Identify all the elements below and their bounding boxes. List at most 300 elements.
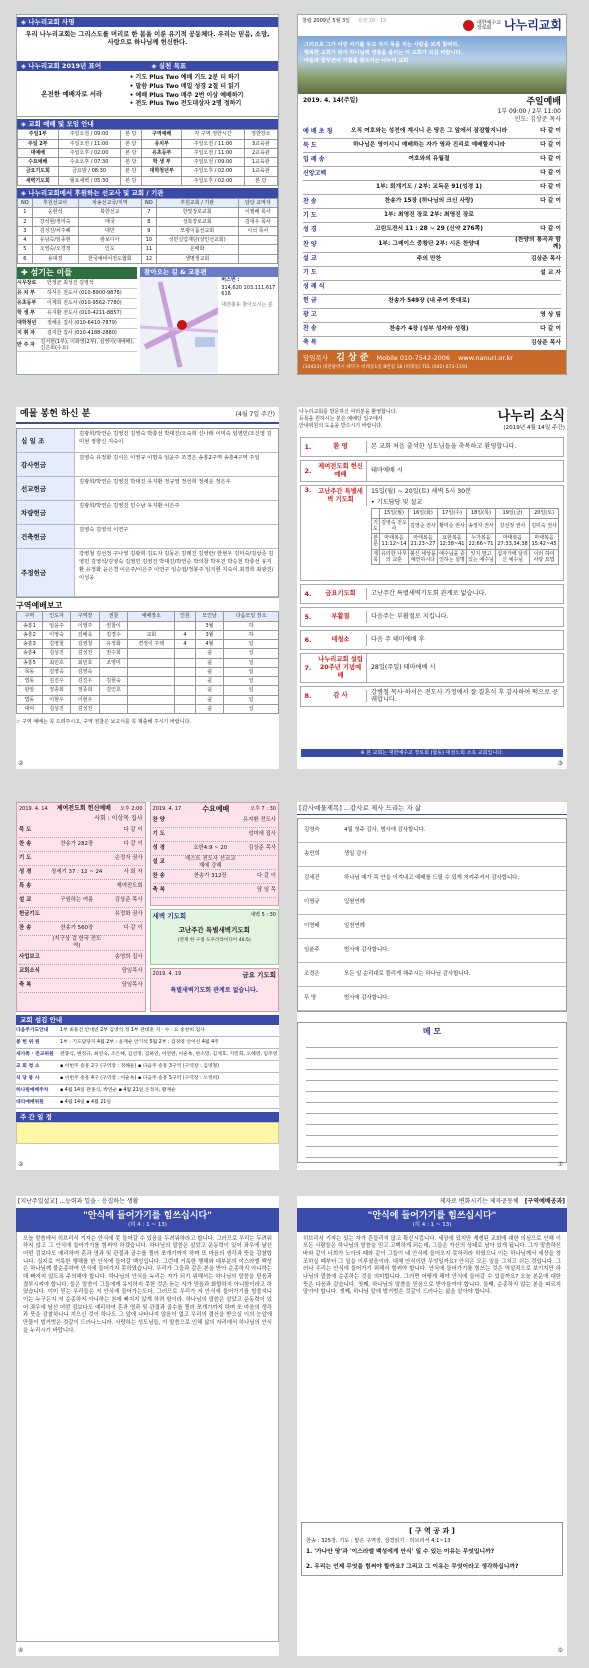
order-label: 축 복 [303,339,317,347]
service-order-content: 창세기 37 : 12 ~ 24 [51,869,103,876]
missions-cell: 6 [18,254,33,263]
service-order-row [19,951,143,965]
serve-label: 교 회 청 소 [16,1063,40,1069]
service-header [298,94,566,108]
order-item [303,125,561,139]
order-label: 헌 금 [303,297,317,305]
founding-date: 창립 2009년 5월 3일 [302,18,351,24]
friday-prayer-box [150,968,279,1012]
order-content: 오직 여호와는 성전에 계시니 온 땅은 그 앞에서 잠잠할지니라 [350,128,508,135]
wednesday-service-box [150,802,279,906]
cell-value: 교회 [128,630,175,639]
missions-row [18,245,278,254]
dawn-prayer-box [150,909,279,965]
service-order-row [153,856,276,871]
memo-line[interactable] [306,1092,558,1103]
cell-value: 권찰이 [99,621,128,630]
order-of-worship [298,123,566,352]
service-info [298,108,566,123]
cell-value: 김성진 [42,704,71,713]
order-label: 찬 송 [303,325,317,333]
order-person: 다 같 이 [540,128,561,135]
news-label: 고난주간 특별새벽 기도회 [315,486,367,506]
news-header [297,407,567,434]
cell-row [17,677,279,686]
offering-names: 김영숙 김영석 이연구 [79,527,129,534]
news-number: 6. [304,635,312,644]
thanks-name: 이영배 [304,923,320,930]
prayer-cell: 황미순 권사 [437,518,466,534]
worship-cell: 2교육관 [244,148,277,157]
prayer-cell: 김미숙 권사 [530,518,559,534]
staff-role: 반 주 자 [17,341,35,348]
memo-line[interactable] [306,1147,558,1158]
worship-cell: 주일오전 / 09:00 [58,130,120,139]
prayer-header-cell: 19일(금) [495,509,529,518]
news-number: 7. [304,663,312,672]
worship-cell: 금요기도회 [18,167,59,176]
page-number: ② [18,759,24,767]
thanks-item [298,963,566,987]
service-order-label: 설 교 [152,859,165,866]
memo-lines[interactable] [306,1037,558,1158]
church-website[interactable]: www.nanuri.or.kr [458,354,513,363]
cell-value: 이영숙 [42,630,71,639]
friday-text: 특별새벽기도회 관계로 없습니다. [170,987,259,995]
goal-item: • 전도 Plus Two 전도대상자 2명 정하기 [129,100,242,108]
cell-row [17,621,279,630]
order-content: 찬송가 4장 (성부 성자와 성령) [389,325,469,332]
order-label: 광 고 [303,311,317,319]
service-order-label: 헌금기도 [19,911,40,918]
missions-heading: ◈ 나누리교회에서 후원하는 선교사 및 교회 / 기관 [17,188,278,198]
prayer-cell: 송정자 권사 [467,518,496,534]
order-label: 찬 양 [303,240,317,248]
news-number: 8. [304,692,312,701]
thanks-item [298,939,566,963]
cell-value: 하 [224,621,279,630]
memo-line[interactable] [306,1081,558,1092]
youth-service-date: 2019. 4. 14 [19,805,48,812]
serve-content: 관종식, 변정규, 최연숙, 조은혜, 김선정, 김하연, 이연엔, 이순옥, 한소망, 김계호, 지민회, 오혜영, 임주영 [60,1051,278,1057]
serve-label: 봉 헌 위 원 [16,1039,40,1045]
missions-cell: 인도 [78,245,142,254]
page-church-info [16,14,279,375]
service-order-label: 찬 송 [152,873,165,880]
cell-value: 김영숙 [42,667,71,676]
service-order-row [19,936,143,951]
serve-row [16,1025,279,1037]
memo-line[interactable] [306,1125,558,1136]
offering-row [17,477,278,501]
service-order-person: 유정화 권사 [114,911,143,918]
offerings-week: (4월 7일 주간) [235,411,275,418]
worship-cell: 유초등부 [141,148,182,157]
memo-line[interactable] [306,1059,558,1070]
worship-cell: 3교육관 [244,139,277,148]
lesson-head [297,1196,567,1208]
prayer-cell: 유리한 나무의 교훈 [381,550,407,563]
cell-value: 정종희 [71,686,100,695]
order-content: 1부: 최영진 장로 2부: 최영진 장로 [384,212,474,219]
thanks-reason: 생일 감사 [344,851,367,858]
offering-names: 김광희/박연순 김영진 박대진 유지환 정규영 정선희 정세운 정은우 [79,479,231,486]
order-label: 묵 도 [303,142,317,149]
prayer-cell: 잊지 말고 있는 예수님 [468,550,494,563]
offering-type: 선교헌금 [17,477,75,500]
offering-names: 김영숙 유정화 김시은 이영규 이명옥 임윤주 조경은 송흥2구역 송흥4구역 주일 [79,455,260,462]
thanks-reason: 4월 첫주 감사, 범사에 감사합니다. [344,827,426,834]
cover-header [298,15,566,36]
mission-statement: 우리 나누리교회는 그리스도를 머리로 한 몸을 이룬 유기적 공동체다. 우리는 믿음, 소망, 사랑으로 하나님께 헌신한다. [25,31,270,46]
missions-cell: 북한선교 [78,208,142,217]
missions-cell: 이필배 목사 [238,208,277,217]
cell-value: 김영철 [71,640,100,649]
order-label: 예 배 초 청 [303,128,333,135]
cell-value [128,658,175,667]
staff-role: 학 생 부 [17,310,35,317]
page-number: ② [18,1160,24,1168]
staff-role: 유초등부 [17,300,37,307]
cell-value: 송흥4 [17,649,43,658]
service-order-content: 찬송가 282장 [60,841,94,848]
missions-cell: 1 [18,208,33,217]
cell-header-cell: 구역 [17,612,43,621]
order-person: 다 같 이 [540,184,561,191]
memo-line[interactable] [306,1114,558,1125]
cell-value: 조영미 [99,658,128,667]
staff-row [17,329,137,339]
missions-row [18,217,278,226]
page-worship-orders [16,802,279,1170]
staff-row [17,339,137,353]
news-label: 나누리교회 설립20주년 기념예배 [315,654,367,682]
staff-row [17,309,137,319]
order-person: 김상준 목사 [530,339,561,346]
service-order-person: 다 같 이 [256,873,276,880]
youth-service-time: 오후 2:00 [120,805,143,812]
order-item [303,167,561,181]
news-item [300,653,564,683]
cell-value [128,667,175,676]
worship-cell: 구역예배 [141,130,182,139]
order-label: 기 도 [303,269,317,277]
order-person: 다 같 이 [540,198,561,205]
news-content [367,465,563,477]
offering-type: 감사헌금 [17,453,75,476]
youth-service-leader: 사회 : 이상목 집사 [94,814,143,822]
service-order-content: 요한4:9 ~ 20 [193,844,228,851]
thanks-item [298,987,566,1011]
order-content: 찬송가 549장 (내 주여 뜻대로) [388,297,470,304]
offering-row [17,501,278,525]
worship-cell: 수요예배 [18,158,59,167]
missions-header-row [18,199,278,208]
news-content-text: 테마에배 시 [371,467,403,475]
news-content-text: 다음주는 부활절로 지킵니다. [371,613,449,621]
prayer-header-cell: 17일(수) [437,509,466,518]
missions-cell: 이석 목사 [238,226,277,235]
offerings-header [16,407,279,424]
wednesday-time: 오후 7 : 30 [250,806,276,813]
service-order-content: 찬송가 312장 [193,873,227,880]
cell-value: 견정이 주택 [128,640,175,649]
missions-header-cell: 후원선교사 [32,199,78,208]
worship-cell: 본 당 [120,148,141,157]
cell-value: 하 [224,630,279,639]
thanks-name: 김영숙 [304,827,320,834]
service-order-content: 에스트 전도사 선교교재에 강해 [185,855,236,869]
thanks-reason: 일천연례 [344,923,365,930]
order-item [303,237,561,252]
order-item [303,253,561,267]
serve-content: ▪ 이번주 송흥 2구 (구역장 : 정해운) ▪ 다음주 송흥 3구역 (구역장 : 김영철) [60,1063,219,1069]
service-times: 1부 09:00 / 2부 11:00 [497,108,561,116]
cell-value: 송흥2 [17,630,43,639]
service-order-person: 송영희 집사 [114,953,143,960]
lesson-body: 히브리서 기자는 있는 자가 흔들리지 않고 확신시킵니다. 세상에 있지만 재생된 교회에 대한 의심으로 인해 이 모든 사람들은 하나님의 말씀을 믿고 고백하게 되는데, 그들은 자신의 상태로 남아 있게 됩니다. 그가 말씀하신 바와 같이 너희가 노아의 때와 같이 그들이 네 안식에 들어오지 못하리라 하였으니 이는 하나님께서 세상을 창조하실 때부터 그 일을 이루셨음이라. 대체 안식이란 무엇일까요? 안식은 모든 일을 그치고 쉬는 것입니다. 그러나 우리는 안식에 들어가기 위해서 힘써야 합니다. 안식에 들어가기를 힘쓰는 것은 역설적으로 보이지만 하나님의 말씀에 순종하는 것을 의미합니다. 그러면 어떻게 해야 안식에 들어갈 수 있을까요? 오늘 본문에 대한 뜻은 다음과 같습니다. 첫째, 하나님의 말씀을 믿음으로 받아들여야 합니다. 둘째, 순종하지 않는 본을 따르지 말아야 합니다. 셋째, 하나님 앞에 벌거벗은 것같이 드러나는 삶을 살아야 합니다. [303,1235,561,1296]
serve-heading: 교회 섬김 안내 [16,1015,279,1025]
worship-cell: 본 당 [120,130,141,139]
cell-value: 김현숙 [99,677,128,686]
order-person: 다 같 이 [540,142,561,149]
news-content [367,634,563,646]
service-order-row [153,842,276,856]
motto-text: 온전한 예배자로 서라 [41,89,103,98]
cell-row [17,704,279,713]
memo-line[interactable] [306,1070,558,1081]
worship-heading: ◈ 교회 예배 및 모임 안내 [17,119,278,129]
offering-names: 강병철 김선정 구나영 김광희 김도자 김동은 김래진 김영란/ 한현우 김미숙/김상준 김영민 김영석/김영숙 김영민 김영진 박대진/박연순 박의창 박우진 박승천 박충선 유지환 유정화 윤은경 이은주/이은주 이연구 임승엽/정봉주 임지현 지숙이 최경희 최광진/이성웅 [79,551,274,582]
service-order-row [19,908,143,922]
serve-label: 대리예배위원 [16,1099,44,1105]
cell-value: 쉴 [195,677,224,686]
service-order-label: 교회소식 [19,967,40,974]
staff-role: 시무장로 [17,280,37,287]
worship-cell: 유치부 [141,139,182,148]
cell-value: 법동 [17,677,43,686]
worship-cell: 본 당 [120,139,141,148]
location-map [140,277,218,373]
prayer-cell: 마태복음 21:23~27 [408,534,437,550]
missions-cell: 성민실업재단(상인선교회) [156,236,238,245]
serve-row [16,1037,279,1049]
cell-value [175,695,196,704]
cell-value: 일 [224,640,279,649]
page-number: ④ [18,1646,24,1654]
memo-line[interactable] [306,1048,558,1059]
cell-value: 송흥1 [17,621,43,630]
staff-name: 이계희 전도사 (010-9562-7780) [47,300,122,307]
dawn-prayer-title: 새벽 기도회 [152,912,187,920]
cell-header-cell: 다음모일 장소 [224,612,279,621]
cell-value: 목동 [17,667,43,676]
thanks-item [298,819,566,843]
youth-service-title: 제여전도회 헌신예배 [56,805,111,812]
lesson-title-block [297,1208,567,1232]
service-order-row [19,880,143,894]
page-number: ⑦ [557,1160,563,1168]
order-person: 영 상 팀 [540,311,561,318]
service-order-row [19,838,143,852]
prayer-cell: 마태복음 27:33,34,38 [497,535,528,548]
offering-type: 주정헌금 [17,549,75,596]
thanks-name: 조경은 [304,971,320,978]
order-person: 김상준 목사 [530,255,561,262]
news-week: (2019년 4월 14일 주간) [503,425,565,432]
prayer-schedule-title: • 기도담당 및 설교 [371,498,423,506]
order-person: 설 교 자 [540,269,561,276]
service-order-row [19,824,143,838]
order-item [303,153,561,167]
service-order-content: (지구상 걸 한국 전도역) [52,936,102,949]
dawn-prayer-text: 고난주간 특별새벽기도회 [178,926,250,935]
cell-report-title: 구역예배보고 [16,601,63,611]
cell-value [175,667,196,676]
service-order-person: 성미애 집사 [248,830,276,837]
news-content-text: 15일(월) ~ 20일(토) 새벽 5시 30분 [371,487,472,495]
staff-map-row [17,267,278,373]
lesson-reference: (히 4 : 1 ~ 13) [412,1221,452,1228]
sermon-reference: (히 4 : 1 ~ 13) [128,1221,167,1228]
worship-row [18,158,278,167]
sermon-title-block [16,1208,279,1232]
order-label: 입 례 송 [303,156,325,163]
prayer-schedule-table [371,508,559,565]
church-photo [298,36,566,94]
missions-cell: 4 [18,236,33,245]
cell-value: 쉴 [195,695,224,704]
news-content [367,687,563,707]
bus-note: 대전충유 찾아오시는 분 [221,301,273,308]
service-order-row [19,852,143,866]
bus-info [218,277,278,373]
news-content [367,662,563,674]
cell-value: 김성진 [42,649,71,658]
prayer-cell: 십자가에 달리신 예수님 [497,550,528,563]
cell-value: 송흥5 [17,658,43,667]
prayer-header-cell: 18일(목) [467,509,496,518]
cell-value [128,621,175,630]
serve-row [16,1085,279,1097]
offering-type: 차량헌금 [17,501,75,524]
sermon-title: "안식에 들어가기를 힘쓰십시다" [83,1210,212,1221]
memo-line[interactable] [306,1136,558,1147]
worship-cell: 월요새벽 / 05:30 [58,176,120,185]
serve-row [16,1073,279,1085]
order-content: 1부: 그레이스 중창단 2부: 시온 찬양대 [378,240,480,247]
service-order-person: 손정자 권사 [114,855,143,862]
news-label: 환 영 [315,441,367,453]
cell-value: 대덕 [17,704,43,713]
cell-value [175,649,196,658]
motto-block [17,71,278,117]
offering-row [17,549,278,597]
order-content: 고린도전서 11 : 28 ~ 29 (신약 276쪽) [375,226,483,233]
pastor-label: 담임목사 [303,354,329,363]
cell-value [128,695,175,704]
offering-type: 십 일 조 [17,429,75,452]
prayer-row [372,518,559,534]
order-label: 성 경 [303,226,317,233]
goal-item: • 기도 Plus Two 예배 기도 2분 더 하기 [129,74,240,82]
service-order-content: 구원하는 여름 [60,897,94,904]
cell-value: 김성진 [71,649,100,658]
worship-cell: 주일오전 / 11:00 [182,148,244,157]
missions-cell: 한빛장로교회 [156,208,238,217]
prayer-cell: 불신 세상을 예언하시다 [410,550,436,563]
memo-line[interactable] [306,1103,558,1114]
cell-value: 최민호 [71,658,100,667]
order-item [303,223,561,237]
cell-header-row [17,612,279,621]
thanks-reason: 하나님 예가 목 안을 이겨내고 예배를 드릴 수 있게 지켜주셔서 감사합니다. [344,875,520,882]
cell-value [99,695,128,704]
dawn-prayer-time: 새벽 5 : 30 [250,912,276,918]
missions-cell: 10 [142,236,157,245]
mission-heading: ◈ 나누리교회 사명 [17,17,278,27]
thanks-name: 김세진 [304,875,320,882]
worship-schedule-table [17,129,278,186]
staff-name: 안정균 최성진 김영석 [47,280,94,287]
memo-line[interactable] [306,1037,558,1048]
page-number: ③ [557,759,563,767]
service-leader: 인도: 김상준 목사 [514,115,561,123]
worship-cell: 본 당 [120,167,141,176]
pastor-mobile: Mobile 010-7542-2006 [376,354,451,363]
offering-type: 건축헌금 [17,525,75,548]
order-item [303,337,561,351]
lesson-head-text: 제자로 변화시키는 제자공동체 [439,1198,519,1205]
goal-item: • 말씀 Plus Two 매일 성경 2절 더 읽기 [129,82,240,90]
thanks-item [298,891,566,915]
missions-cell: 12 [142,254,157,263]
service-order-person: 담 임 목 [256,887,276,894]
news-item [300,460,564,482]
thanks-name: 무 명 [304,995,317,1002]
thanks-reason: 모든 일 순리대로 풀리게 해주시는 하나님 감사합니다. [344,971,471,978]
staff-role: 대학청년 [17,320,37,327]
order-content: 여호와의 유월절 [408,156,450,163]
missions-cell: 김성진/차주혜 [32,226,78,235]
news-label: 대청소 [315,634,367,646]
news-content [367,441,563,453]
cell-value: 3월 [195,621,224,630]
cell-header-cell: 권찰 [99,612,128,621]
memo-box [297,1022,567,1163]
prayer-row [372,549,559,565]
order-item [303,323,561,337]
serve-content: 1부 : 기도담당자 4월 2부 : 윤재순 안기석 5월 2부 : 김경영 안이신 4월 4주 [60,1039,219,1045]
staff-list [17,279,137,353]
service-order-label: 묵 도 [19,827,32,834]
missions-row [18,208,278,217]
cell-header-cell: 모인날 [195,612,224,621]
service-order-person: 김상준 목사 [248,844,276,851]
cell-value: 일 [224,704,279,713]
missions-cell: 모평이룸선교회 [156,226,238,235]
church-name: 나누리교회 [504,18,562,32]
friday-date: 2019. 4. 19 [152,971,182,977]
cell-value [175,704,196,713]
map-block [137,267,278,373]
page-sermon [16,1196,279,1656]
order-person: 다 같 이 [540,170,561,177]
worship-cell: 새벽기도회 [18,176,59,185]
news-number: 5. [304,612,312,621]
worship-cell [141,176,182,185]
service-order-person: 담임목사 [121,967,143,974]
